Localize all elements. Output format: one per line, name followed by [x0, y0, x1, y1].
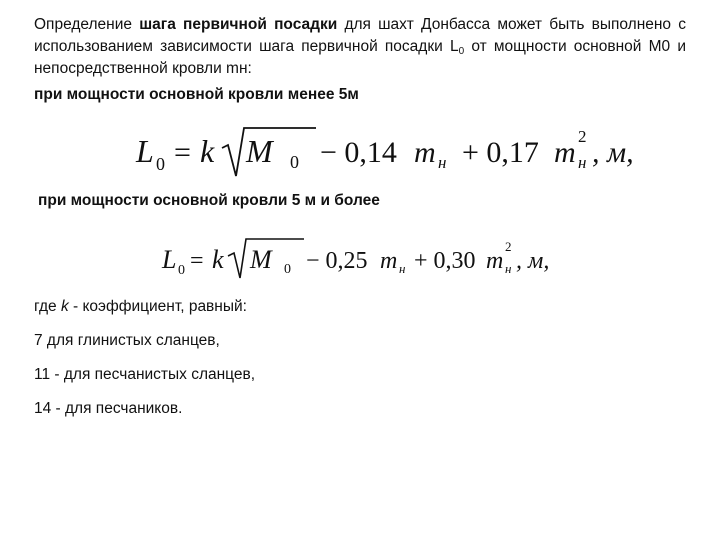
intro-paragraph	[34, 14, 686, 80]
intro-bold-term: шага первичной посадки	[139, 16, 338, 33]
f2-lhs: L	[162, 245, 177, 274]
f1-tail: , м,	[592, 136, 634, 169]
f2-tail: , м,	[516, 248, 550, 274]
f1-M-sub: 0	[290, 152, 299, 172]
formula-1	[130, 118, 650, 188]
intro-text-1: Определение	[34, 16, 140, 33]
f2-k: k	[212, 245, 224, 274]
f1-term2: + 0,17	[462, 136, 539, 169]
f1-m1: m	[414, 136, 436, 169]
list-item: 7 для глинистых сланцев,	[34, 332, 220, 349]
formula-2	[158, 232, 558, 288]
coef-suffix: - коэффициент, равный:	[68, 298, 247, 315]
intro-text-2: для шахт Донбасса может быть выполнено с использованием зависимости шага первичной посадки L	[34, 16, 686, 55]
f1-M: M	[246, 133, 273, 169]
f1-m2-sup: 2	[578, 127, 587, 146]
f2-M: M	[250, 245, 272, 274]
f1-lhs: L	[136, 133, 154, 169]
f1-m2: m	[554, 136, 576, 169]
coef-prefix: где	[34, 298, 61, 315]
f1-term1: − 0,14	[320, 136, 397, 169]
f2-m2-sup: 2	[505, 239, 512, 254]
f2-m2: m	[486, 248, 504, 274]
f2-term1: − 0,25	[306, 248, 368, 274]
f1-k: k	[200, 133, 215, 169]
f1-m2-sub: н	[578, 153, 587, 172]
f2-term2: + 0,30	[414, 248, 476, 274]
f2-eq: =	[190, 248, 204, 274]
f2-m1-sub: н	[399, 261, 406, 276]
f2-lhs-sub: 0	[178, 263, 185, 278]
heading-less-than-5m: при мощности основной кровли менее 5м	[34, 86, 359, 103]
intro-text-3: от мощности основной М0 и непосредственной кровли mн:	[34, 38, 686, 77]
f1-lhs-sub: 0	[156, 154, 165, 174]
f2-m2-sub: н	[505, 261, 512, 276]
f1-m1-sub: н	[438, 153, 447, 172]
coefficient-line	[34, 298, 247, 316]
intro-subscript: 0	[458, 46, 465, 57]
f2-M-sub: 0	[284, 262, 291, 277]
heading-5m-or-more: при мощности основной кровли 5 м и более	[38, 192, 380, 209]
f2-m1: m	[380, 248, 398, 274]
f1-eq: =	[174, 136, 191, 169]
list-item: 11 - для песчанистых сланцев,	[34, 366, 256, 383]
coef-k: k	[60, 298, 69, 315]
list-item: 14 - для песчаников.	[34, 400, 183, 417]
